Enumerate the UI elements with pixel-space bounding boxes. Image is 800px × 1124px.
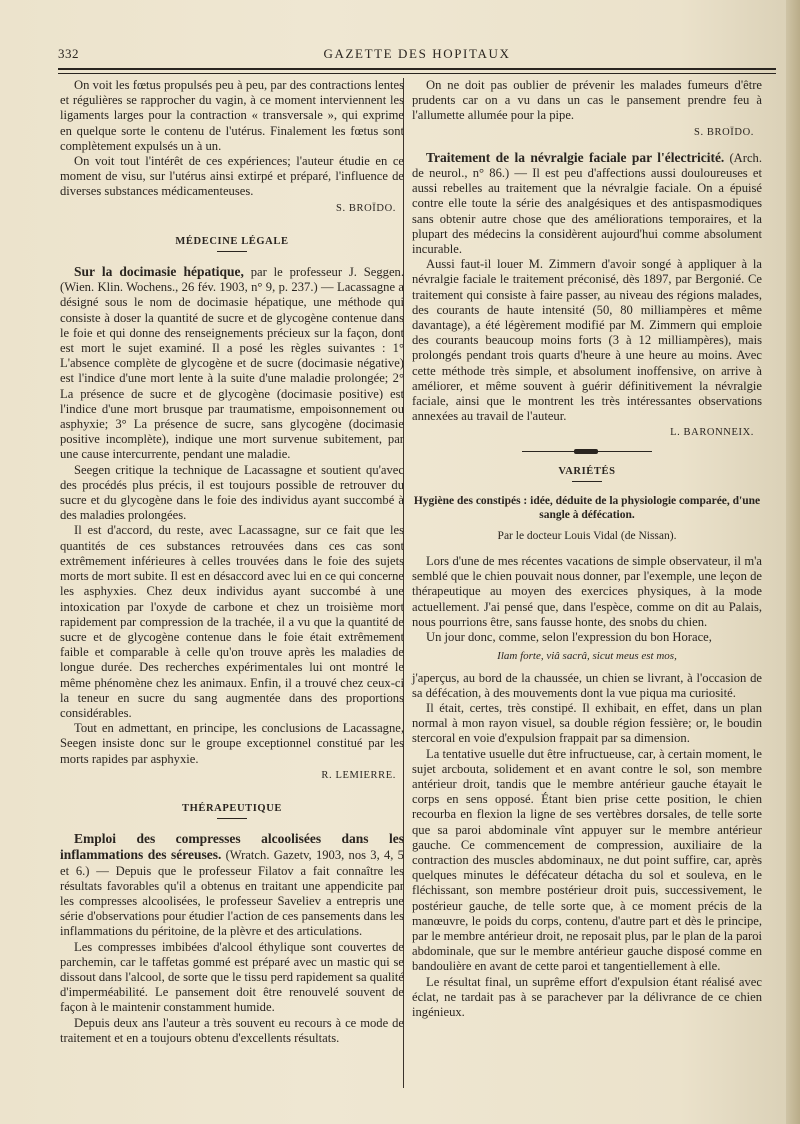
paragraph: Les compresses imbibées d'alcool éthylique sont couvertes de parchemin, car le taffetas gommé est préparé avec un mastic qui se dissout dans l'alcool, de sorte que le tissu perd rapidement sa qualité d'imperméabilité. Le pansement doit être renouvelé souvent de façon à le maintenir constamment humide. (60, 939, 404, 1015)
right-column (412, 78, 762, 1020)
paragraph: Tout en admettant, en principe, les conclusions de Lacassagne, Seegen insiste donc sur le groupe exceptionnel constitué par les morts rapides par asphyxie. (60, 721, 404, 766)
section-rule (217, 818, 247, 819)
paragraph: La tentative usuelle dut être infructueuse, car, à certain moment, le sujet arcbouta, solidement et en avant contre le sol, son membre antérieur droit, tandis que le membre antérieur gauche étayait le corps en sens opposé. Étant bien prise cette position, le chien recourba en flexion la ligne de ses vertèbres dorsales, de telle sorte que sa paroi abdominale vînt appuyer sur le membre antérieur gauche. Ce commencement de compression, auxiliaire de la contraction des muscles abdominaux, ne dut point suffire, car, après quelques minutes le défécateur détacha du sol et souleva, en le fléchissant, son membre postérieur droit puis, successivement, le postérieur gauche, de telle sorte que, à ce moment précis de la manœuvre, le poids du corps, contenu, d'autre part et dès le principe, par le membre antérieur droit, ne reposait plus, par le plan de la paroi abdominale, que sur le membre antérieur gauche disposé comme en bandoulière en avant de cette paroi et tangentiellement à elle. (412, 746, 762, 974)
paragraph: j'aperçus, au bord de la chaussée, un chien se livrant, à l'occasion de sa défécation, à des mouvements dont la vue piqua ma curiosité. (412, 670, 762, 700)
section-heading-varietes: VARIÉTÉS (558, 465, 616, 477)
article-title: Sur la docimasie hépatique, (74, 264, 244, 280)
article-text: (Arch. de neurol., n° 86.) — Il est peu d'affections aussi douloureuses et aussi rebelles au traitement que la névralgie faciale. On a épuisé contre elle toute la série des analgésiques et des antispasmodiques sans obtenir autre chose que des améliorations temporaires, et la plupart des médecins la considèrent aujourd'hui comme absolument incurable. (412, 150, 762, 257)
article-title: Emploi des compresses alcoolisées dans les inflammations des séreuses. (60, 831, 404, 863)
section-heading-therapeutique: THÉRAPEUTIQUE (182, 802, 282, 814)
header-rule (58, 68, 776, 70)
paragraph: Seegen critique la technique de Lacassagne et soutient qu'avec des procédés plus précis, il est toujours possible de retrouver du sucre et du glycogène dans le foie des individus ayant succombé à des maladies prolongées. (60, 462, 404, 523)
paragraph: Il est d'accord, du reste, avec Lacassagne, sur ce fait que les quantités de ces substances retrouvées dans ces cas sont extrêmement inférieures à celles trouvées dans le foie des sujets morts de mort subite. Il est en désaccord avec lui en ce qui concerne les asphyxies. Chez deux individus ayant succombé à une intoxication par l'oxyde de carbone et chez un troisième mort rapidement par compression de la trachée, il a vu que la quantité de sucre et de glycogène contenue dans le foie était extrêmement faible et comparable à celle qu'on trouve après les maladies de longue durée. Des recherches expérimentales lui ont montré le même phénomène chez les animaux. Enfin, il a trouvé chez ceux-ci la teneur en sucre du sang augmentée dans des proportions considérables. (60, 523, 404, 720)
ornament (574, 449, 598, 454)
paragraph: On voit tout l'intérêt de ces expériences; l'auteur étudie en ce moment de visu, sur l'utérus ainsi extirpé et préparé, l'influence de diverses substances médicamenteuses. (60, 154, 404, 199)
section-rule (572, 481, 602, 482)
article-text: (Wratch. Gazetv, 1903, nos 3, 4, 5 et 6.) — Depuis que le professeur Filatov a fait connaître les résultats favorables qu'il a obtenus en traitant une appendicite par les compresses alcoolisées, le professeur Saveliev a entrepris une série d'observations pour étudier l'action de ces pansements dans les inflammations du péritoine, de la plèvre et des articulations. (60, 848, 404, 939)
paragraph: Depuis deux ans l'auteur a très souvent eu recours à ce mode de traitement et en a toujours obtenu d'excellents résultats. (60, 1015, 404, 1045)
paragraph: Le résultat final, un suprême effort d'expulsion étant réalisé avec éclat, ne tardait pas à se parachever par la délivrance de ce chien ingénieux. (412, 974, 762, 1019)
article-title: Traitement de la névralgie faciale par l'électricité. (426, 149, 725, 165)
latin-quotation: Ilam forte, viâ sacrâ, sicut meus est mos, (497, 650, 677, 663)
page-number: 332 (58, 46, 79, 61)
article-docimasie (60, 264, 404, 463)
paragraph: On voit les fœtus propulsés peu à peu, par des contractions lentes et régulières se rapprocher du vagin, à ce moment interviennent les ligaments larges pour la contraction « transversale », qui exprime en quelque sorte le contenu de l'utérus. Finalement les fœtus sont complètement expulsés un à un. (60, 78, 404, 153)
page-edge (786, 0, 800, 1124)
journal-title: GAZETTE DES HOPITAUX (323, 46, 511, 61)
author-signature: S. BROÏDO. (694, 126, 754, 138)
article-byline: Par le docteur Louis Vidal (de Nissan). (497, 529, 677, 542)
ornamental-divider (522, 451, 652, 452)
article-text: par le professeur J. Seggen. (Wien. Klin. Wochens., 26 fév. 1903, n° 9, p. 237.) — Lacassagne a désigné sous le nom de docimasie hépatique, une méthode qui consiste à doser la quantité de sucre et de glycogène contenue dans le foie et qui donne des renseignements précieux sur la façon, dont est mort le sujet examiné. Il a posé les règles suivantes : 1° L'absence complète de glycogène et de sucre (docimasie négative) est l'indice d'une mort lente à la suite d'une maladie prolongée; 2° La présence de sucre et de glycogène (docimasie positive) est l'indice d'une mort brusque par traumatisme, empoisonnement ou asphyxie; 3° La présence de sucre, sans glycogène (docimasie positive incomplète), indique une mort survenue subitement, par une cause intercurrente, pendant une maladie. (60, 265, 404, 462)
paragraph: Un jour donc, comme, selon l'expression du bon Horace, (426, 630, 712, 645)
section-rule (217, 251, 247, 252)
author-signature: R. LEMIERRE. (321, 769, 396, 781)
paragraph: Il était, certes, très constipé. Il exhibait, en effet, dans un plan normal à mon rayon visuel, sa double région fessière; or, le boudin stercoral en voie d'expulsion frappait par sa dimension. (412, 700, 762, 746)
author-signature: S. BROÏDO. (336, 202, 396, 214)
left-column (60, 78, 404, 1046)
paragraph: Lors d'une de mes récentes vacations de simple observateur, il m'a semblé que le chien pouvait nous donner, par l'exemple, une leçon de thérapeutique au moyen des exercices physiques, à la mode actuellement. J'ai pensé que, dans l'espèce, comme on dit au Palais, nous pourrions être, sans fausse honte, des snobs du chien. (412, 554, 762, 629)
author-signature: L. BARONNEIX. (670, 427, 754, 439)
article-compresses (60, 831, 404, 939)
running-header (58, 44, 776, 64)
section-heading-medecine-legale: MÉDECINE LÉGALE (175, 235, 289, 247)
article-nevralgie (412, 150, 762, 257)
article-subheading: Hygiène des constipés : idée, déduite de la physiologie comparée, d'une sangle à défécation. (413, 494, 761, 522)
paragraph: On ne doit pas oublier de prévenir les malades fumeurs d'être prudents car on a vu dans un cas le pansement prendre feu à l'allumette allumée pour la pipe. (412, 78, 762, 123)
paragraph: Aussi faut-il louer M. Zimmern d'avoir songé à appliquer à la névralgie faciale le traitement préconisé, dès 1897, par Bergonié. Ce traitement qui consiste à faire passer, au niveau des régions malades, des courants de haute intensité (50, 80 milliampères et même davantage), a été légèrement modifié par M. Zimmern qui emploie des courants beaucoup moins forts (3 à 12 milliampères), mais prolongés pendant trois quarts d'heure à une heure au moins. Avec cette méthode très simple, et absolument inoffensive, on arrive à améliorer, et même souvent à guérir définitivement la névralgie faciale, ainsi que le montrent les très intéressantes observations annexées au travail de l'auteur. (412, 257, 762, 424)
header-rule-thin (58, 73, 776, 74)
